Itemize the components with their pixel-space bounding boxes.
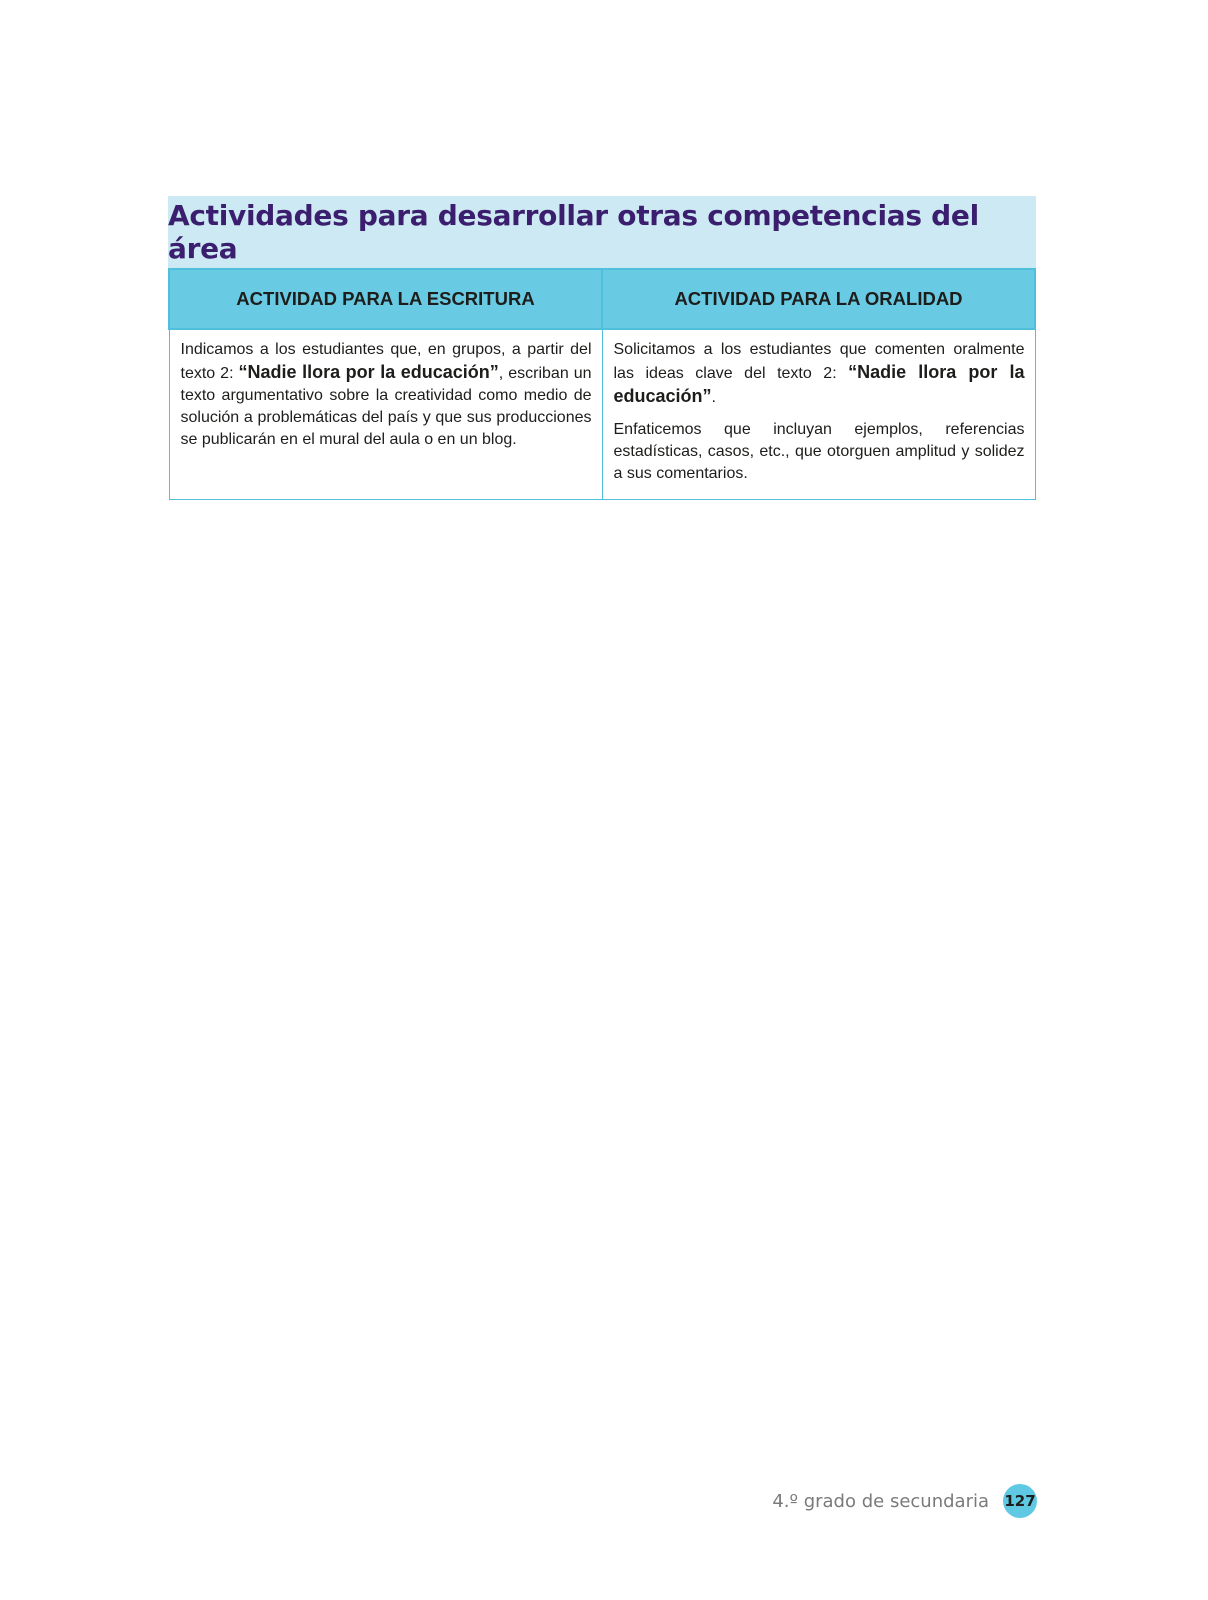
table-header-row [169, 269, 1035, 329]
cell-oralidad [602, 329, 1035, 500]
cell-escritura [169, 329, 602, 500]
escritura-text-after: , escriban un texto argumentativo sobre la creatividad como medio de solución a problemáticas del país y que sus producciones se publicarán en el mural del aula o en un blog. [180, 365, 592, 448]
grade-label: 4.º grado de secundaria [772, 1490, 989, 1512]
oralidad-paragraph-1 [614, 339, 1025, 409]
oralidad-text-before: Solicitamos a los estudiantes que comenten oralmente las ideas clave del texto 2: [613, 341, 1025, 382]
page-number-badge: 127 [1003, 1484, 1037, 1518]
oralidad-paragraph-2: Enfaticemos que incluyan ejemplos, referencias estadísticas, casos, etc., que otorguen amplitud y solidez a sus comentarios. [613, 421, 1025, 482]
page-footer [772, 1484, 1037, 1518]
escritura-text-title: “Nadie llora por la educación” [238, 362, 499, 382]
escritura-paragraph [181, 339, 592, 451]
oralidad-text-after: . [711, 389, 716, 406]
header-oralidad: ACTIVIDAD PARA LA ORALIDAD [602, 269, 1035, 329]
title-band [168, 196, 1036, 268]
table-row [169, 329, 1035, 500]
activities-table [168, 268, 1036, 500]
escritura-text-before: Indicamos a los estudiantes que, en grupos, a partir del texto 2: [180, 341, 592, 382]
activities-box [168, 196, 1036, 500]
section-title: Actividades para desarrollar otras competencias del área [168, 199, 979, 265]
oralidad-text-title: “Nadie llora por la educación” [613, 362, 1025, 406]
header-escritura: ACTIVIDAD PARA LA ESCRITURA [169, 269, 602, 329]
